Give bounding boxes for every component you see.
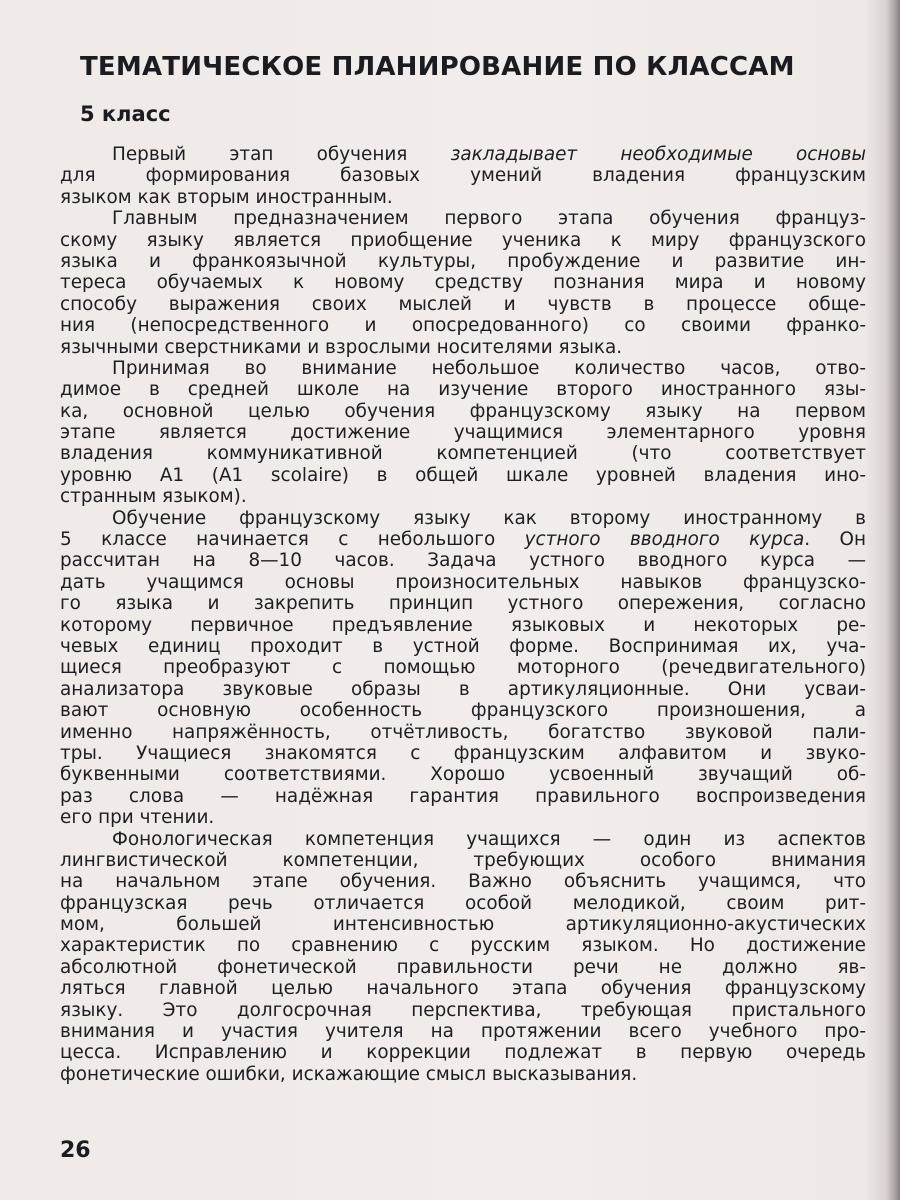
emphasized-text: закладывает необходимые основы — [450, 144, 867, 165]
text-run: буквенными соответствиями. Хорошо усвоенный звучащий об- — [60, 764, 866, 786]
text-line — [60, 1064, 866, 1085]
text-run: димое в средней школе на изучение второго иностранного язы- — [60, 379, 866, 401]
text-line — [60, 807, 866, 828]
text-line — [60, 208, 866, 229]
text-run: тры. Учащиеся знакомятся с французским алфавитом и звуко- — [60, 742, 866, 764]
text-run: языка и франкоязычной культуры, пробуждение и развитие ин- — [60, 250, 866, 272]
grade-heading: 5 класс — [80, 102, 171, 126]
paragraph — [60, 508, 866, 829]
text-line — [60, 230, 866, 251]
text-line — [60, 1042, 866, 1063]
text-run: мом, большей интенсивностью артикуляционно-акустических — [60, 914, 866, 936]
text-run: владения коммуникативной компетенцией (что соответствует — [60, 443, 866, 465]
text-run: дать учащимся основы произносительных навыков французско- — [60, 571, 866, 593]
text-run: ка, основной целью обучения французскому языку на первом — [60, 400, 866, 422]
text-line — [60, 508, 866, 529]
text-line — [60, 871, 866, 892]
text-line — [60, 978, 866, 999]
paragraph — [60, 358, 866, 508]
text-run: Фонологическая компетенция учащихся — один из аспектов — [112, 828, 866, 850]
text-line — [60, 144, 866, 165]
text-run: именно напряжённость, отчётливость, богатство звуковой пали- — [60, 721, 866, 743]
text-run: цесса. Исправлению и коррекции подлежат в первую очередь — [60, 1042, 866, 1064]
text-run: этапе является достижение учащимися элементарного уровня — [60, 422, 866, 444]
text-line — [60, 486, 866, 507]
paragraph — [60, 829, 866, 1086]
text-line — [60, 572, 866, 593]
text-line — [60, 1000, 866, 1021]
text-line — [60, 893, 866, 914]
text-line — [60, 914, 866, 935]
text-run: щиеся преобразуют с помощью моторного (речедвигательного) — [60, 657, 866, 679]
text-run: характеристик по сравнению с русским языком. Но достижение — [60, 935, 866, 957]
text-line — [60, 358, 866, 379]
text-run: чевых единиц проходит в устной форме. Воспринимая их, уча- — [60, 635, 866, 657]
text-line — [60, 550, 866, 571]
paragraph — [60, 144, 866, 208]
text-run: для формирования базовых умений владения французским — [60, 165, 866, 187]
text-run: абсолютной фонетической правильности речи не должно яв- — [60, 956, 866, 978]
text-run: рассчитан на 8—10 часов. Задача устного вводного курса — — [60, 550, 866, 572]
text-run: Первый этап обучения — [112, 144, 451, 165]
text-line — [60, 315, 866, 336]
text-line — [60, 465, 866, 486]
text-run: тереса обучаемых к новому средству познания мира и новому — [60, 272, 866, 294]
text-run: способу выражения своих мыслей и чувств в процессе обще- — [60, 293, 866, 315]
text-line — [60, 722, 866, 743]
text-line — [60, 379, 866, 400]
section-title: ТЕМАТИЧЕСКОЕ ПЛАНИРОВАНИЕ ПО КЛАССАМ — [80, 52, 795, 82]
text-run: на начальном этапе обучения. Важно объяснить учащимся, что — [60, 871, 866, 893]
text-run: фонетические ошибки, искажающие смысл высказывания. — [60, 1063, 638, 1085]
text-line — [60, 1021, 866, 1042]
text-run: язычными сверстниками и взрослыми носителями языка. — [60, 336, 623, 358]
text-run: Принимая во внимание небольшое количество часов, отво- — [112, 357, 866, 379]
text-run: которому первичное предъявление языковых и некоторых ре- — [60, 614, 866, 636]
text-line — [60, 700, 866, 721]
page-content — [60, 50, 866, 1085]
text-line — [60, 615, 866, 636]
text-line — [60, 786, 866, 807]
text-run: ляться главной целью начального этапа обучения французскому — [60, 978, 866, 1000]
text-run: вают основную особенность французского произношения, а — [60, 700, 866, 722]
text-line — [60, 764, 866, 785]
text-run: . Он — [804, 529, 866, 551]
text-line — [60, 337, 866, 358]
text-run: анализатора звуковые образы в артикуляционные. Они усваи- — [60, 678, 866, 700]
text-line — [60, 165, 866, 186]
text-line — [60, 636, 866, 657]
text-run: внимания и участия учителя на протяжении всего учебного про- — [60, 1021, 866, 1043]
text-run: го языка и закрепить принцип устного опережения, согласно — [60, 593, 866, 615]
text-line — [60, 829, 866, 850]
text-run: Обучение французскому языку как второму иностранному в — [112, 507, 866, 529]
text-line — [60, 443, 866, 464]
text-line — [60, 957, 866, 978]
text-line — [60, 294, 866, 315]
text-run: языком как вторым иностранным. — [60, 186, 393, 208]
text-run: странным языком). — [60, 486, 247, 508]
text-line — [60, 743, 866, 764]
page-number: 26 — [60, 1138, 91, 1163]
text-line — [60, 657, 866, 678]
text-run: 5 классе начинается с небольшого — [60, 529, 525, 551]
page-edge-shadow — [886, 0, 900, 1200]
text-run: его при чтении. — [60, 807, 215, 829]
text-run: скому языку является приобщение ученика к миру французского — [60, 229, 866, 251]
text-run: лингвистической компетенции, требующих особого внимания — [60, 849, 866, 871]
text-line — [60, 251, 866, 272]
text-run: раз слова — надёжная гарантия правильного воспроизведения — [60, 785, 866, 807]
text-line — [60, 272, 866, 293]
paragraph — [60, 208, 866, 358]
text-run: ния (непосредственного и опосредованного) со своими франко- — [60, 315, 866, 337]
text-line — [60, 422, 866, 443]
text-line — [60, 850, 866, 871]
text-line — [60, 401, 866, 422]
body-text — [60, 144, 866, 1085]
text-line — [60, 529, 866, 550]
text-run: уровню А1 (A1 scolaire) в общей шкале уровней владения ино- — [60, 464, 866, 486]
text-run: Главным предназначением первого этапа обучения француз- — [112, 208, 866, 230]
emphasized-text: устного вводного курса — [524, 529, 805, 551]
text-run: языку. Это долгосрочная перспектива, требующая пристального — [60, 999, 866, 1021]
text-line — [60, 187, 866, 208]
text-run: французская речь отличается особой мелодикой, своим рит- — [60, 892, 866, 914]
text-line — [60, 679, 866, 700]
text-line — [60, 593, 866, 614]
text-line — [60, 935, 866, 956]
